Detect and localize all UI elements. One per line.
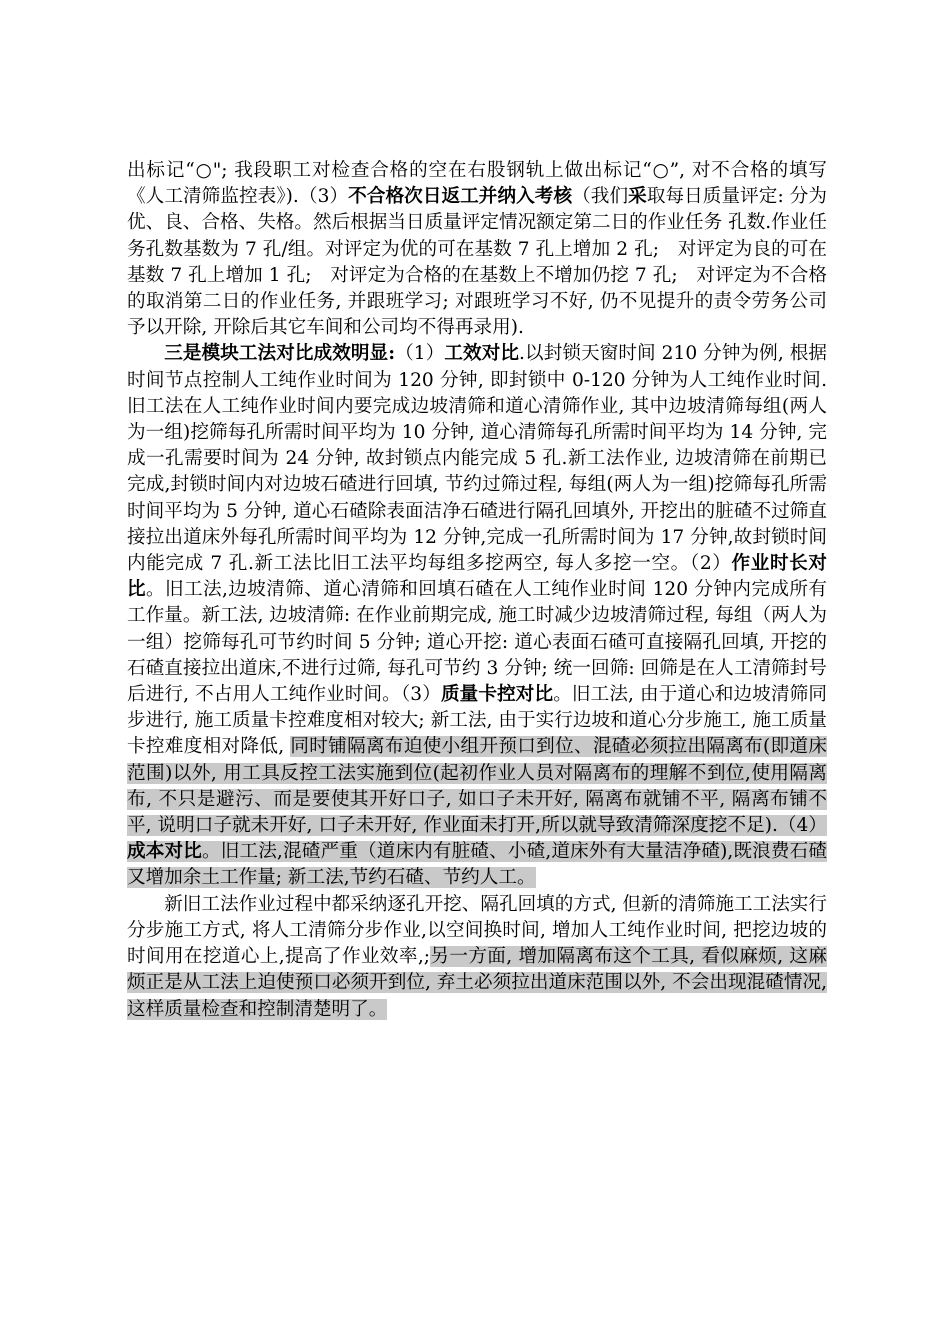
bold-heading-run: 作业时长对比 (127, 553, 827, 601)
bold-char-run: 采 (628, 186, 647, 208)
text-run: 出标记“○"; 我段职工对检查合格的空在右股钢轨上做出标记“○”, 对不合格的填写《人工清筛监控表》).（3） (127, 160, 827, 208)
document-body (127, 158, 827, 1023)
paragraph-2 (127, 341, 827, 891)
section-heading: 三是模块工法对比成效明显: (164, 343, 396, 365)
paragraph-1 (127, 158, 827, 341)
text-run: （1） (395, 343, 445, 365)
bold-heading-run: 工效对比 (444, 343, 520, 365)
highlighted-text-run: 另一方面, 增加隔离布这个工具, 看似麻烦, 这麻烦正是从工法上迫使预口必须开到位, 弃土必须拉出道床范围以外, 不会出现混碴情况, 这样质量检查和控制清楚明了。 (127, 946, 827, 1020)
bold-heading-run: 质量卡控对比 (440, 684, 554, 706)
text-run: 。旧工法,边坡清筛、道心清筛和回填石碴在人工纯作业时间 120 分钟内完成所有工作量。新工法, 边坡清筛: 在作业前期完成, 施工时减少边坡清筛过程, 每组（两人为一组）挖筛每孔可节约时间 5 分钟; 道心开挖: 道心表面石碴可直接隔孔回填, 开挖的石碴直接拉出道床,不进行过筛, 每孔可节约 3 分钟; 统一回筛: 回筛是在人工清筛封号后进行, 不占用人工纯作业时间。（3） (127, 579, 827, 706)
paragraph-3 (127, 892, 827, 1023)
text-run: 新旧工法作业过程中都采纳逐孔开挖、隔孔回填的方式, 但新的清筛施工工法实行分步施工方式, 将人工清筛分步作业,以空间换时间, 增加人工纯作业时间, 把挖边坡的时间用在挖道心上,提高了作业效率,; (127, 893, 827, 968)
text-run: 。旧工法, 由于道心和边坡清筛同步进行, 施工质量卡控难度相对较大; 新工法, 由于实行边坡和道心分步施工, 施工质量卡控难度相对降低, (127, 684, 827, 758)
text-run: （我们 (572, 186, 629, 208)
highlighted-text-run: 。旧工法,混碴严重（道床内有脏碴、小碴,道床外有大量洁净碴),既浪费石碴又增加余土工作量; 新工法,节约石碴、节约人工。 (127, 841, 827, 889)
text-run: .以封锁天窗时间 210 分钟为例, 根据时间节点控制人工纯作业时间为 120 分钟, 即封锁中 0-120 分钟为人工纯作业时间.旧工法在人工纯作业时间内要完成边坡清筛和道心清筛作业, 其中边坡清筛每组(两人为一组)挖筛每孔所需时间平均为 10 分钟, 道心清筛每孔所需时间平均为 14 分钟, 完成一孔需要时间为 24 分钟, 故封锁点内能完成 5 孔.新工法作业, 边坡清筛在前期已完成,封锁时间内对边坡石碴进行回填, 节约过筛过程, 每组(两人为一组)挖筛每孔所需时间平均为 5 分钟, 道心石碴除表面洁净石碴进行隔孔回填外, 开挖出的脏碴不过筛直接拉出道床外每孔所需时间平均为 12 分钟,完成一孔所需时间为 17 分钟,故封锁时间内能完成 7 孔.新工法比旧工法平均每组多挖两空, 每人多挖一空。（2） (127, 343, 827, 575)
text-run: 取每日质量评定: 分为优、良、合格、失格。然后根据当日质量评定情况额定第二日的作业任务 孔数.作业任务孔数基数为 7 孔/组。对评定为优的可在基数 7 孔上增加 2 孔; 对评定为良的可在基数 7 孔上增加 1 孔; 对评定为合格的在基数上不增加仍挖 7 孔; 对评定为不合格的取消第二日的作业任务, 并跟班学习; 对跟班学习不好, 仍不见提升的责令劳务公司予以开除, 开除后其它车间和公司均不得再录用). (127, 186, 827, 339)
highlighted-bold-run: 成本对比 (127, 841, 202, 863)
bold-heading-run: 不合格次日返工并纳入考核 (348, 186, 573, 208)
highlighted-text-run: 同时铺隔离布迫使小组开预口到位、混碴必须拉出隔离布(即道床范围)以外, 用工具反控工法实施到位(起初作业人员对隔离布的理解不到位,使用隔离布, 不只是避污、而是要使其开好口子, 如口子未开好, 隔离布就铺不平, 隔离布铺不平, 说明口子就未开好, 口子未开好, 作业面未打开,所以就导致清筛深度挖不足).（4） (127, 736, 827, 837)
